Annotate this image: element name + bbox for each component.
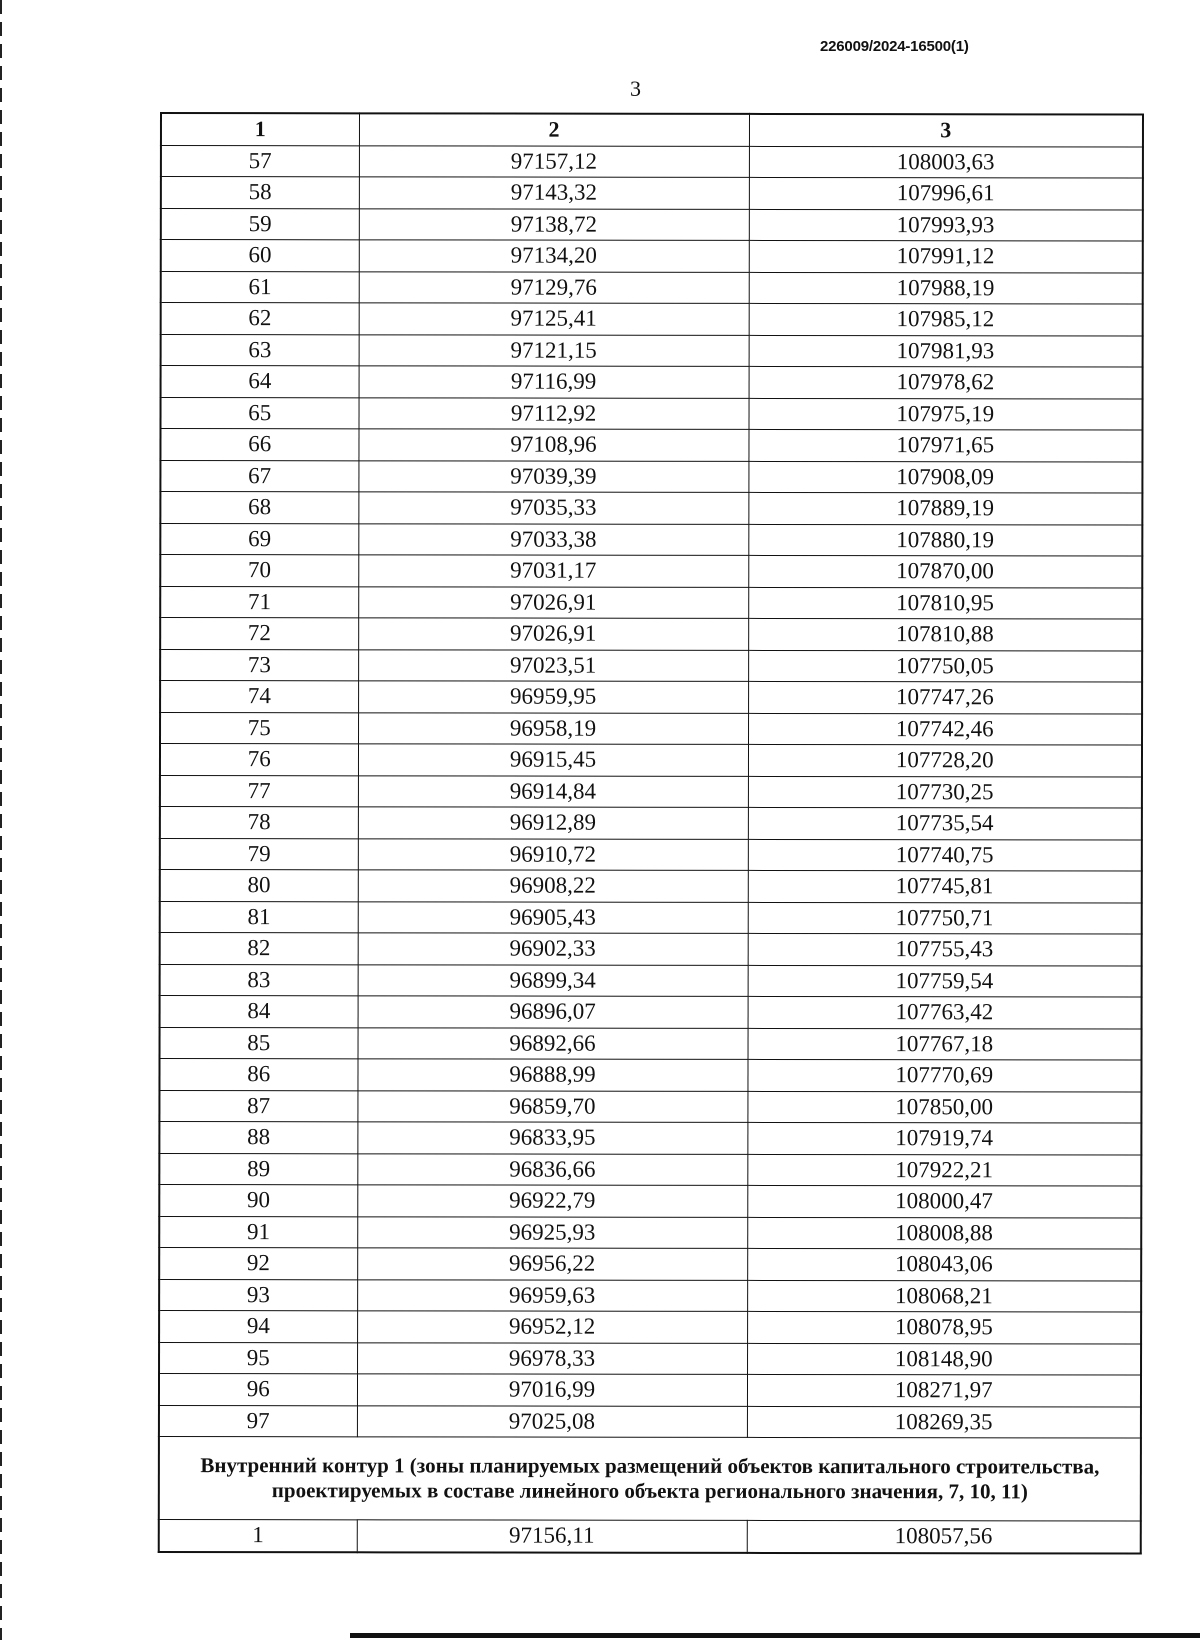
- point-number-cell: 93: [159, 1279, 357, 1311]
- x-coordinate-cell: 97129,76: [359, 271, 749, 303]
- table-row: [159, 1279, 1141, 1312]
- table-row: [160, 870, 1142, 903]
- x-coordinate-cell: 97039,39: [358, 460, 748, 492]
- column-header: 3: [749, 114, 1143, 147]
- y-coordinate-cell: 107919,74: [747, 1122, 1141, 1154]
- x-coordinate-cell: 97138,72: [359, 208, 749, 240]
- y-coordinate-cell: 107971,65: [748, 429, 1142, 461]
- y-coordinate-cell: 108000,47: [747, 1185, 1141, 1217]
- y-coordinate-cell: 107759,54: [748, 965, 1142, 997]
- x-coordinate-cell: 97023,51: [358, 649, 748, 681]
- table-row: [160, 964, 1142, 997]
- table-row: [160, 649, 1142, 682]
- point-number-cell: 74: [160, 681, 358, 713]
- table-row: [160, 429, 1142, 462]
- x-coordinate-cell: 96896,07: [358, 996, 748, 1028]
- point-number-cell: 94: [159, 1311, 357, 1343]
- table-header-row: [161, 113, 1143, 147]
- table-row: [161, 271, 1143, 304]
- coordinates-table-wrapper: [158, 112, 1142, 1554]
- table-row: [160, 807, 1142, 840]
- y-coordinate-cell: 107981,93: [749, 335, 1143, 367]
- x-coordinate-cell: 97026,91: [358, 586, 748, 618]
- table-row: [160, 838, 1142, 871]
- point-number-cell: 62: [161, 303, 359, 335]
- table-row: [159, 1216, 1141, 1249]
- point-number-cell: 84: [160, 996, 358, 1028]
- table-row: [159, 1090, 1141, 1123]
- y-coordinate-cell: 107742,46: [748, 713, 1142, 745]
- x-coordinate-cell: 97116,99: [359, 366, 749, 398]
- point-number-cell: 66: [160, 429, 358, 461]
- point-number-cell: 92: [159, 1248, 357, 1280]
- x-coordinate-cell: 97112,92: [359, 397, 749, 429]
- point-number-cell: 90: [159, 1185, 357, 1217]
- x-coordinate-cell: 96905,43: [358, 901, 748, 933]
- table-row: [159, 1059, 1141, 1092]
- y-coordinate-cell: 108003,63: [749, 146, 1143, 178]
- y-coordinate-cell: 107740,75: [748, 839, 1142, 871]
- x-coordinate-cell: 96978,33: [357, 1342, 747, 1374]
- point-number-cell: 79: [160, 838, 358, 870]
- x-coordinate-cell: 96859,70: [357, 1090, 747, 1122]
- document-number: 226009/2024-16500(1): [820, 38, 969, 55]
- point-number-cell: 67: [160, 460, 358, 492]
- x-coordinate-cell: 97143,32: [359, 177, 749, 209]
- table-row: [160, 460, 1142, 493]
- table-row: [160, 744, 1142, 777]
- table-row: [160, 492, 1142, 525]
- table-row: [159, 1374, 1141, 1407]
- table-row: [160, 618, 1142, 651]
- table-row: [159, 1405, 1141, 1438]
- coordinates-table: [158, 112, 1144, 1554]
- table-row: [159, 1519, 1141, 1553]
- y-coordinate-cell: 107750,05: [748, 650, 1142, 682]
- x-coordinate-cell: 97031,17: [358, 555, 748, 587]
- scan-bottom-edge: [350, 1633, 1200, 1638]
- y-coordinate-cell: 108057,56: [747, 1520, 1141, 1553]
- point-number-cell: 85: [160, 1027, 358, 1059]
- y-coordinate-cell: 107850,00: [747, 1091, 1141, 1123]
- table-row: [161, 334, 1143, 367]
- x-coordinate-cell: 96888,99: [357, 1059, 747, 1091]
- scan-left-edge: [0, 0, 2, 1640]
- x-coordinate-cell: 97026,91: [358, 618, 748, 650]
- x-coordinate-cell: 97121,15: [359, 334, 749, 366]
- point-number-cell: 78: [160, 807, 358, 839]
- x-coordinate-cell: 97016,99: [357, 1374, 747, 1406]
- table-row: [161, 145, 1143, 178]
- y-coordinate-cell: 107975,19: [749, 398, 1143, 430]
- y-coordinate-cell: 108043,06: [747, 1248, 1141, 1280]
- point-number-cell: 77: [160, 775, 358, 807]
- x-coordinate-cell: 97134,20: [359, 240, 749, 272]
- point-number-cell: 70: [160, 555, 358, 587]
- point-number-cell: 95: [159, 1342, 357, 1374]
- x-coordinate-cell: 97025,08: [357, 1405, 747, 1437]
- x-coordinate-cell: 96892,66: [358, 1027, 748, 1059]
- table-row: [159, 1311, 1141, 1344]
- table-row: [160, 712, 1142, 745]
- y-coordinate-cell: 107993,93: [749, 209, 1143, 241]
- point-number-cell: 57: [161, 145, 359, 177]
- point-number-cell: 58: [161, 177, 359, 209]
- y-coordinate-cell: 107810,95: [748, 587, 1142, 619]
- y-coordinate-cell: 107747,26: [748, 681, 1142, 713]
- point-number-cell: 87: [159, 1090, 357, 1122]
- x-coordinate-cell: 96902,33: [358, 933, 748, 965]
- y-coordinate-cell: 107728,20: [748, 744, 1142, 776]
- x-coordinate-cell: 96959,95: [358, 681, 748, 713]
- point-number-cell: 71: [160, 586, 358, 618]
- table-row: [160, 555, 1142, 588]
- point-number-cell: 80: [160, 870, 358, 902]
- y-coordinate-cell: 107991,12: [749, 240, 1143, 272]
- point-number-cell: 89: [159, 1153, 357, 1185]
- y-coordinate-cell: 108148,90: [747, 1343, 1141, 1375]
- y-coordinate-cell: 108068,21: [747, 1280, 1141, 1312]
- column-header: 1: [161, 113, 359, 145]
- table-row: [159, 1153, 1141, 1186]
- y-coordinate-cell: 107735,54: [748, 807, 1142, 839]
- x-coordinate-cell: 96908,22: [358, 870, 748, 902]
- y-coordinate-cell: 107755,43: [748, 933, 1142, 965]
- x-coordinate-cell: 97125,41: [359, 303, 749, 335]
- point-number-cell: 1: [159, 1519, 357, 1551]
- y-coordinate-cell: 107763,42: [748, 996, 1142, 1028]
- table-row: [160, 1027, 1142, 1060]
- point-number-cell: 81: [160, 901, 358, 933]
- x-coordinate-cell: 96912,89: [358, 807, 748, 839]
- table-row: [161, 303, 1143, 336]
- x-coordinate-cell: 97108,96: [358, 429, 748, 461]
- y-coordinate-cell: 107978,62: [749, 366, 1143, 398]
- point-number-cell: 73: [160, 649, 358, 681]
- y-coordinate-cell: 107908,09: [748, 461, 1142, 493]
- point-number-cell: 96: [159, 1374, 357, 1406]
- y-coordinate-cell: 107750,71: [748, 902, 1142, 934]
- section-heading-row: [159, 1436, 1141, 1521]
- y-coordinate-cell: 107988,19: [749, 272, 1143, 304]
- table-row: [160, 523, 1142, 556]
- table-row: [160, 901, 1142, 934]
- point-number-cell: 76: [160, 744, 358, 776]
- x-coordinate-cell: 97156,11: [357, 1520, 747, 1553]
- table-row: [161, 208, 1143, 241]
- y-coordinate-cell: 107745,81: [748, 870, 1142, 902]
- x-coordinate-cell: 96925,93: [357, 1216, 747, 1248]
- y-coordinate-cell: 108008,88: [747, 1217, 1141, 1249]
- x-coordinate-cell: 96958,19: [358, 712, 748, 744]
- x-coordinate-cell: 96910,72: [358, 838, 748, 870]
- y-coordinate-cell: 107767,18: [748, 1028, 1142, 1060]
- x-coordinate-cell: 96959,63: [357, 1279, 747, 1311]
- x-coordinate-cell: 97035,33: [358, 492, 748, 524]
- point-number-cell: 83: [160, 964, 358, 996]
- y-coordinate-cell: 107810,88: [748, 618, 1142, 650]
- x-coordinate-cell: 97157,12: [359, 145, 749, 177]
- table-row: [161, 366, 1143, 399]
- y-coordinate-cell: 107996,61: [749, 177, 1143, 209]
- x-coordinate-cell: 96833,95: [357, 1122, 747, 1154]
- table-row: [159, 1122, 1141, 1155]
- point-number-cell: 86: [159, 1059, 357, 1091]
- table-row: [161, 177, 1143, 210]
- point-number-cell: 68: [160, 492, 358, 524]
- y-coordinate-cell: 107880,19: [748, 524, 1142, 556]
- table-row: [161, 397, 1143, 430]
- x-coordinate-cell: 96836,66: [357, 1153, 747, 1185]
- y-coordinate-cell: 108271,97: [747, 1374, 1141, 1406]
- table-row: [160, 996, 1142, 1029]
- table-row: [159, 1185, 1141, 1218]
- point-number-cell: 75: [160, 712, 358, 744]
- point-number-cell: 82: [160, 933, 358, 965]
- table-row: [159, 1342, 1141, 1375]
- table-row: [160, 775, 1142, 808]
- y-coordinate-cell: 107870,00: [748, 555, 1142, 587]
- table-body: [159, 145, 1143, 1438]
- table-row: [161, 240, 1143, 273]
- x-coordinate-cell: 96956,22: [357, 1248, 747, 1280]
- point-number-cell: 91: [159, 1216, 357, 1248]
- point-number-cell: 65: [161, 397, 359, 429]
- point-number-cell: 72: [160, 618, 358, 650]
- x-coordinate-cell: 96922,79: [357, 1185, 747, 1217]
- y-coordinate-cell: 107922,21: [747, 1154, 1141, 1186]
- x-coordinate-cell: 97033,38: [358, 523, 748, 555]
- table-row: [159, 1248, 1141, 1281]
- page-number: 3: [630, 76, 641, 101]
- point-number-cell: 59: [161, 208, 359, 240]
- x-coordinate-cell: 96914,84: [358, 775, 748, 807]
- point-number-cell: 64: [161, 366, 359, 398]
- x-coordinate-cell: 96915,45: [358, 744, 748, 776]
- table-row: [160, 586, 1142, 619]
- point-number-cell: 69: [160, 523, 358, 555]
- y-coordinate-cell: 108269,35: [747, 1406, 1141, 1438]
- y-coordinate-cell: 107770,69: [747, 1059, 1141, 1091]
- y-coordinate-cell: 107985,12: [749, 303, 1143, 335]
- column-header: 2: [359, 113, 749, 146]
- point-number-cell: 60: [161, 240, 359, 272]
- point-number-cell: 63: [161, 334, 359, 366]
- point-number-cell: 97: [159, 1405, 357, 1437]
- table-row: [160, 681, 1142, 714]
- y-coordinate-cell: 107730,25: [748, 776, 1142, 808]
- table-row: [160, 933, 1142, 966]
- x-coordinate-cell: 96952,12: [357, 1311, 747, 1343]
- x-coordinate-cell: 96899,34: [358, 964, 748, 996]
- point-number-cell: 88: [159, 1122, 357, 1154]
- point-number-cell: 61: [161, 271, 359, 303]
- y-coordinate-cell: 108078,95: [747, 1311, 1141, 1343]
- y-coordinate-cell: 107889,19: [748, 492, 1142, 524]
- section-heading: Внутренний контур 1 (зоны планируемых размещений объектов капитального строительства, проектируемых в составе линейного объекта регионального значения, 7, 10, 11): [159, 1436, 1141, 1521]
- section-table-body: [159, 1519, 1141, 1553]
